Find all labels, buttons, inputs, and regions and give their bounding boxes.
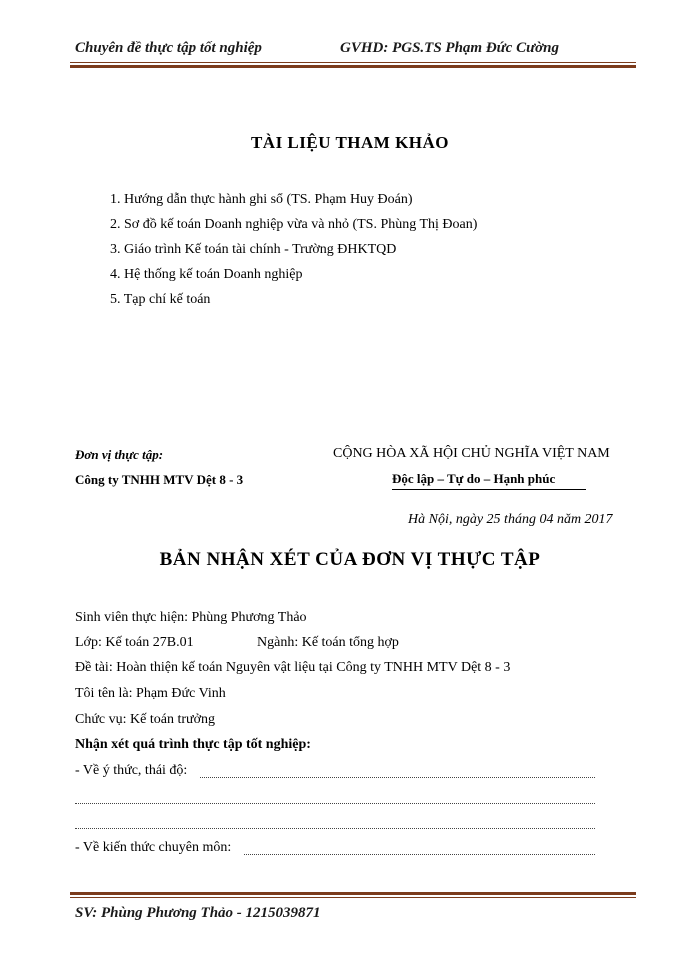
blank-dotted-line-2 bbox=[75, 828, 595, 829]
header-right: GVHD: PGS.TS Phạm Đức Cường bbox=[340, 40, 559, 56]
reference-item-1: 1. Hướng dẫn thực hành ghi sổ (TS. Phạm Huy Đoán) bbox=[110, 192, 413, 207]
knowledge-label: - Về kiến thức chuyên môn: bbox=[75, 840, 232, 855]
section-heading: Nhận xét quá trình thực tập tốt nghiệp: bbox=[75, 737, 311, 752]
class-line: Lớp: Kế toán 27B.01 bbox=[75, 635, 194, 650]
reference-item-4: 4. Hệ thống kế toán Doanh nghiệp bbox=[110, 267, 303, 282]
unit-label: Đơn vị thực tập: bbox=[75, 447, 164, 462]
republic-name: CỘNG HÒA XÃ HỘI CHỦ NGHĨA VIỆT NAM bbox=[333, 446, 610, 461]
unit-company: Công ty TNHH MTV Dệt 8 - 3 bbox=[75, 472, 244, 487]
major-line: Ngành: Kế toán tổng hợp bbox=[257, 635, 399, 650]
footer-rule-thin bbox=[70, 897, 636, 898]
attitude-dotted-line bbox=[200, 777, 595, 778]
student-line: Sinh viên thực hiện: Phùng Phương Thảo bbox=[75, 610, 307, 625]
knowledge-dotted-line bbox=[244, 854, 595, 855]
footer-student-id: SV: Phùng Phương Thảo - 1215039871 bbox=[75, 905, 321, 921]
references-title: TÀI LIỆU THAM KHẢO bbox=[250, 133, 450, 152]
topic-line: Đề tài: Hoàn thiện kế toán Nguyên vật liệu tại Công ty TNHH MTV Dệt 8 - 3 bbox=[75, 660, 511, 675]
reference-item-3: 3. Giáo trình Kế toán tài chính - Trường ĐHKTQD bbox=[110, 242, 397, 257]
blank-dotted-line-1 bbox=[75, 803, 595, 804]
header-left: Chuyên đề thực tập tốt nghiệp bbox=[75, 40, 262, 56]
header-rule-thin bbox=[70, 62, 636, 63]
attitude-label: - Về ý thức, thái độ: bbox=[75, 763, 188, 778]
position-line: Chức vụ: Kế toán trưởng bbox=[75, 712, 215, 727]
reviewer-line: Tôi tên là: Phạm Đức Vinh bbox=[75, 686, 226, 701]
header-rule-thick bbox=[70, 65, 636, 68]
republic-motto: Độc lập – Tự do – Hạnh phúc bbox=[392, 471, 556, 486]
motto-underline bbox=[392, 489, 586, 490]
review-title: BẢN NHẬN XÉT CỦA ĐƠN VỊ THỰC TẬP bbox=[159, 549, 541, 570]
reference-item-5: 5. Tạp chí kế toán bbox=[110, 292, 211, 307]
reference-item-2: 2. Sơ đồ kế toán Doanh nghiệp vừa và nhỏ (TS. Phùng Thị Đoan) bbox=[110, 217, 478, 232]
date-line: Hà Nội, ngày 25 tháng 04 năm 2017 bbox=[408, 512, 613, 527]
footer-rule-thick bbox=[70, 892, 636, 895]
